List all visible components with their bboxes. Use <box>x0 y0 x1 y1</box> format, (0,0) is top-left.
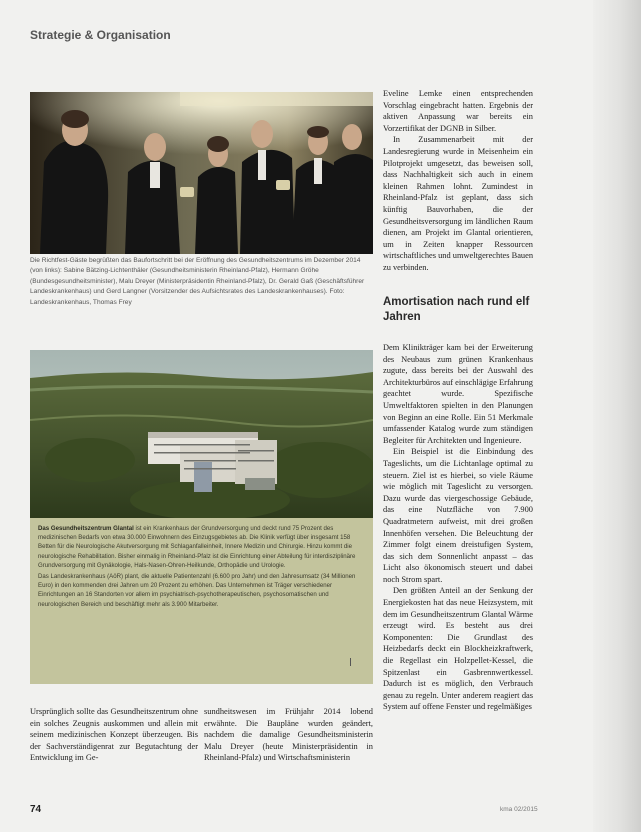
body-paragraph: Dem Klinikträger kam bei der Erweiterung des Neubaus zum grünen Krankenhaus zugute, dass bereits bei der Auswahl des Architekturbüros auf einschlägige Erfahrung geachtet wurde. Spezifische Umweltfaktoren spielten in den Planungen von Beginn an eine Rolle. Ein 51 Merkmale umfassender Katalog wurde zum ständigen Begleiter für Architekten und Ingenieure. <box>383 343 533 445</box>
page-gutter-shadow <box>593 0 641 832</box>
info-box <box>30 518 373 684</box>
info-box-marker <box>350 658 351 666</box>
column-right-bottom <box>383 342 533 713</box>
body-paragraph: In Zusammenarbeit mit der Landesregierung wurde in Meisenheim ein Pilotprojekt umgesetzt, das beweisen soll, dass Nachhaltigkeit sich auch in einem kleinen Rahmen lohnt. Zumindest in Rheinland-Pfalz ist geplant, dass sich künftig Bauvorhaben, die der Gesundheitsversorgung im ländlichen Raum dienen, am Projekt im Glantal orientieren, um in Zeiten knapper Ressourcen wirtschaftliches und umweltgerechtes Bauen zu verbinden. <box>383 135 534 272</box>
body-paragraph: Den größten Anteil an der Senkung der Energiekosten hat das neue Heizsystem, mit dem im Gesundheitszentrum Glantal Wärme erzeugt wird. Es besteht aus drei Komponenten: Die Grundlast des Heizbedarfs deckt ein Blockheizkraftwerk, die Regellast ein Holzpellet-Kessel, die Spitzenlast ein Gasbrennwertkessel. Dadurch ist es möglich, den Verbrauch genau zu regeln. Unter anderem reagiert das System auf offene Fenster und regelmäßiges <box>383 586 533 712</box>
column-middle-bottom <box>204 706 373 764</box>
section-header: Strategie & Organisation <box>30 28 171 42</box>
body-paragraph: sundheitswesen im Frühjahr 2014 lobend erwähnte. Die Baupläne wurden geändert, nachdem die damalige Gesundheitsministerin Malu Dreyer (heute Ministerpräsidentin in Rheinland-Pfalz) und Wirtschaftsministerin <box>204 707 373 763</box>
photo-opening-guests <box>30 92 373 254</box>
body-paragraph: Ein Beispiel ist die Einbindung des Tageslichts, um die Lichtanlage optimal zu steuern. Ziel ist es hierbei, so viele Räume wie möglich mit Tageslicht zu versorgen. Dazu wurde das viergeschossige Gebäude, das eine Nutzfläche von 7.900 Quadratmetern aufweist, mit drei großen Innenhöfen versehen. Die Beleuchtung der Zimmer folgt einem dreistufigen System, das sich dem Sonnenlicht anpasst – das Licht also ökonomisch steuert und dabei noch Strom spart. <box>383 447 533 584</box>
page-number: 74 <box>30 804 42 815</box>
photo-caption: Die Richtfest-Gäste begrüßten das Baufortschritt bei der Eröffnung des Gesundheitszentrums im Dezember 2014 (von links): Sabine Bätzing-Lichtenthäler (Gesundheitsministerin Rheinland-Pfalz), Hermann Gröhe (Bundesgesundheitsminister), Malu Dreyer (Ministerpräsidentin Rheinland-Pfalz), Dr. Gerald Gaß (Geschäftsführer Landeskrankenhaus) und Gerd Langner (Vorsitzender des Aufsichtsrates des Landeskrankenhauses). Foto: Landeskrankenhaus, Thomas Frey <box>30 257 365 306</box>
footer-issue: kma 02/2015 <box>500 806 538 813</box>
article-subheading: Amortisation nach rund elf Jahren <box>383 296 530 323</box>
body-paragraph: Eveline Lemke einen entsprechenden Vorschlag eingebracht hatten. Ergebnis der aktiven Anpassung war bereits ein Vorzertifikat der DGNB in Silber. <box>383 89 533 133</box>
info-text-1: ist ein Krankenhaus der Grundversorgung und deckt rund 75 Prozent des medizinischen Bedarfs von etwa 30.000 Einwohnern des Einzugsgebietes ab. Die Klinik verfügt über insgesamt 158 Betten für die Neurologische Akutversorgung mit Schlaganfalleinheit, Innere Medizin und Chirurgie. Hinzu kommt die neurologische Rehabilitation. Bisher einmalig in Rheinland-Pfalz ist die Einrichtung einer Abteilung für interdisziplinäre Grundversorgung mit Gynäkologie, Hals-Nasen-Ohren-Heilkunde, Orthopädie und Urologie. <box>38 525 356 569</box>
column-right-top <box>383 88 533 274</box>
info-paragraph-1 <box>38 524 365 570</box>
photo-aerial-hospital <box>30 350 373 518</box>
info-lead: Das Gesundheitszentrum Glantal <box>38 525 134 532</box>
column-left-bottom <box>30 706 198 764</box>
body-paragraph: Ursprünglich sollte das Gesundheitszentrum ohne ein solches Zeugnis auskommen und allein mit seinem medizinischen Konzept überzeugen. Bis der Sachverständigenrat zur Begutachtung der Entwicklung im Ge- <box>30 707 198 763</box>
info-paragraph-2: Das Landeskrankenhaus (AöR) plant, die aktuelle Patientenzahl (6.600 pro Jahr) und den Jahresumsatz (34 Millionen Euro) in den kommenden drei Jahren um 20 Prozent zu erhöhen. Das Unternehmen ist Träger verschiedener Einrichtungen an 16 Standorten vor allem im psychiatrisch-psychotherapeutischen, psychosomatischen und neurologischen Bereich und beschäftigt mehr als 3.900 Mitarbeiter. <box>38 573 356 608</box>
